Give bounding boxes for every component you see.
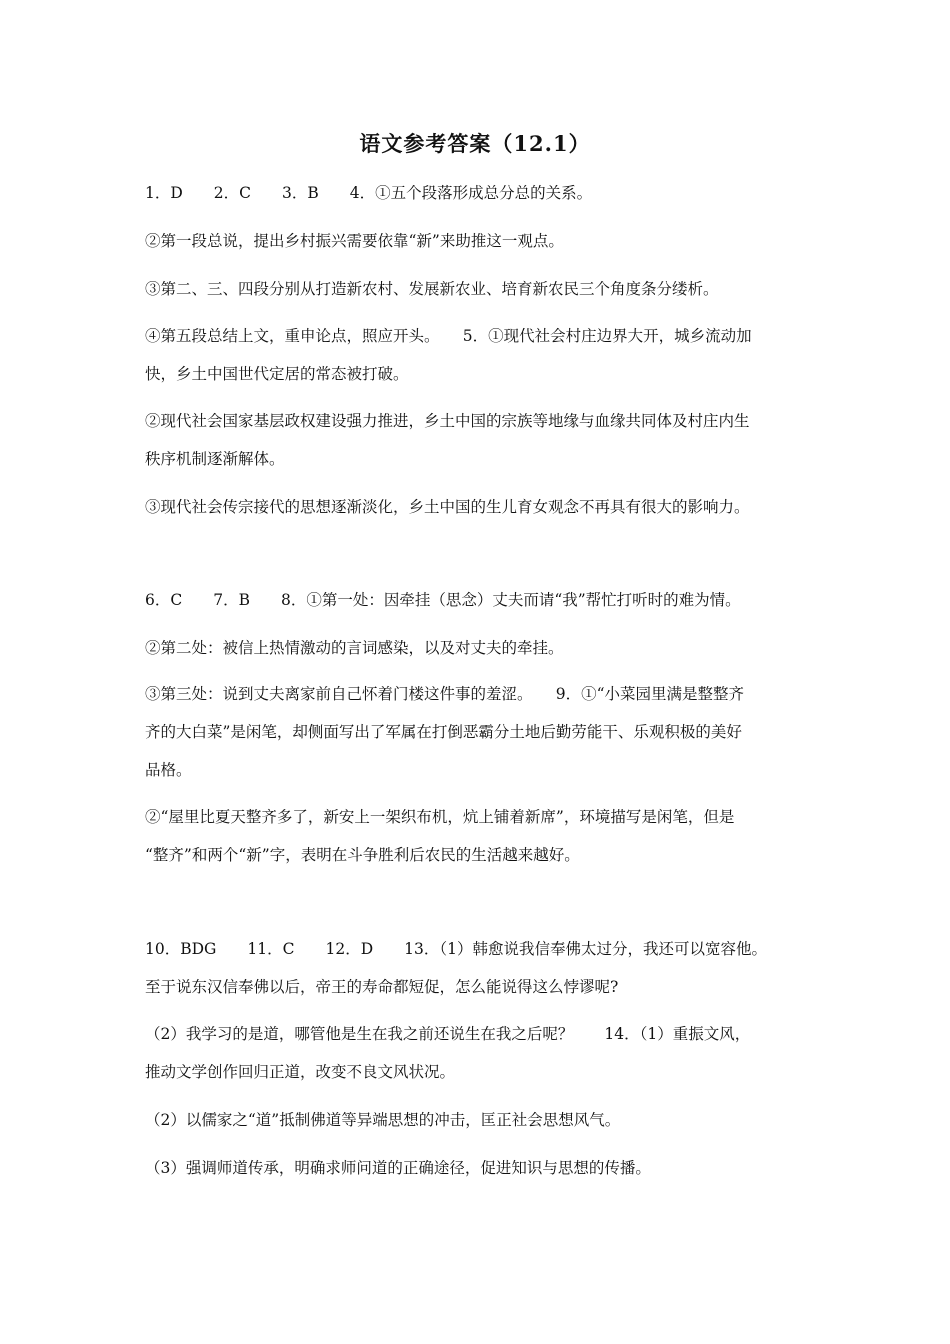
answer-line: 秩序机制逐渐解体。 bbox=[145, 450, 285, 468]
answer-line: 1．D 2．C 3．B 4．①五个段落形成总分总的关系。 bbox=[145, 184, 593, 202]
answer-line: ②第二处：被信上热情激动的言词感染，以及对丈夫的牵挂。 bbox=[145, 639, 564, 657]
answer-line: ③第二、三、四段分别从打造新农村、发展新农业、培育新农民三个角度条分缕析。 bbox=[145, 280, 719, 298]
answer-line: ②现代社会国家基层政权建设强力推进，乡土中国的宗族等地缘与血缘共同体及村庄内生 bbox=[145, 412, 750, 430]
answer-line: 推动文学创作回归正道，改变不良文风状况。 bbox=[145, 1063, 456, 1081]
answer-line: 10．BDG 11．C 12．D 13．（1）韩愈说我信奉佛太过分，我还可以宽容他。 bbox=[145, 940, 767, 958]
answer-line: 6．C 7．B 8．①第一处：因牵挂（思念）丈夫而请“我”帮忙打听时的难为情。 bbox=[145, 591, 741, 609]
answer-line: （2）我学习的是道，哪管他是生在我之前还说生在我之后呢？ 14．（1）重振文风， bbox=[145, 1025, 751, 1043]
answer-line: 至于说东汉信奉佛以后，帝王的寿命都短促，怎么能说得这么悖谬呢? bbox=[145, 978, 619, 996]
answer-line: “整齐”和两个“新”字，表明在斗争胜利后农民的生活越来越好。 bbox=[145, 846, 580, 864]
page-title: 语文参考答案（12.1） bbox=[359, 131, 591, 156]
answer-line: （2）以儒家之“道”抵制佛道等异端思想的冲击，匡正社会思想风气。 bbox=[145, 1111, 621, 1129]
answer-line: 齐的大白菜”是闲笔，却侧面写出了军属在打倒恶霸分土地后勤劳能干、乐观积极的美好 bbox=[145, 723, 742, 741]
answer-line: ②第一段总说，提出乡村振兴需要依靠“新”来助推这一观点。 bbox=[145, 232, 564, 250]
answer-line: ④第五段总结上文，重申论点，照应开头。 5．①现代社会村庄边界大开，城乡流动加 bbox=[145, 327, 752, 345]
answer-line: 品格。 bbox=[145, 761, 192, 779]
answer-line: （3）强调师道传承，明确求师问道的正确途径，促进知识与思想的传播。 bbox=[145, 1159, 651, 1177]
answer-line: ②“屋里比夏天整齐多了，新安上一架织布机，炕上铺着新席”，环境描写是闲笔，但是 bbox=[145, 808, 735, 826]
answer-line: ③现代社会传宗接代的思想逐渐淡化，乡土中国的生儿育女观念不再具有很大的影响力。 bbox=[145, 498, 750, 516]
answer-line: ③第三处：说到丈夫离家前自己怀着门楼这件事的羞涩。 9．①“小菜园里满是整整齐 bbox=[145, 685, 745, 703]
answer-line: 快，乡土中国世代定居的常态被打破。 bbox=[145, 365, 409, 383]
